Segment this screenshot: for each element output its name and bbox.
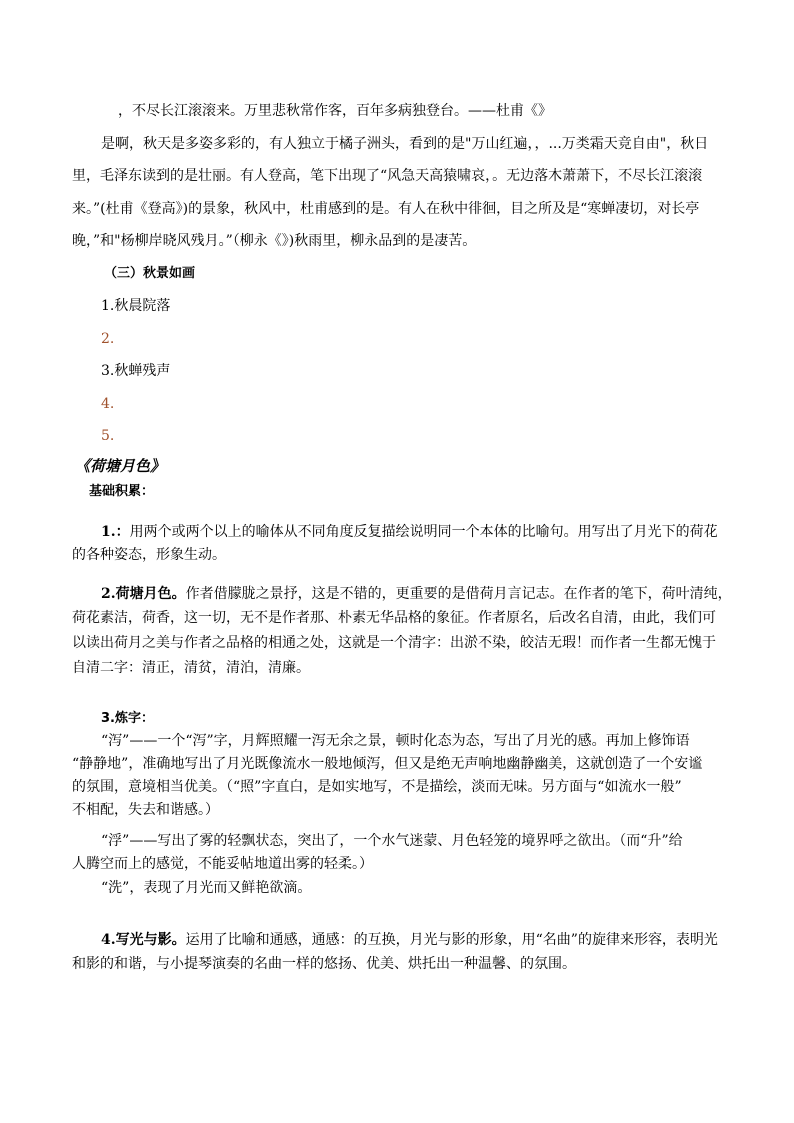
section-subtitle: 基础积累： <box>89 484 155 499</box>
list-item: 4. <box>101 396 115 412</box>
paragraph-line: 的氛围，意境相当优美。（“照”字直白，是如实地写，不是描绘，淡而无味。另方面与“如流水一般” <box>72 779 682 795</box>
paragraph-label: 1.： <box>101 524 130 540</box>
paragraph-line: 自清二字：清正，清贫，清泊，清廉。 <box>72 660 310 676</box>
paragraph-line: 以读出荷月之美与作者之品格的相通之处，这就是一个清字：出淤不染，皎洁无瑕！而作者一生都无愧于 <box>72 635 716 651</box>
paragraph-label: 4.写光与影。 <box>101 932 186 948</box>
sub-heading: （三）秋景如画 <box>104 266 196 281</box>
paragraph-line: “泻”——一个“泻”字，月辉照耀一泻无余之景，顿时化态为态，写出了月光的感。再加上修饰语 <box>101 733 690 749</box>
paragraph-line: 的各种姿态，形象生动。 <box>72 547 226 563</box>
paragraph-line: “静静地”，准确地写出了月光既像流水一般地倾泻，但又是绝无声响地幽静幽美，这就创造了一个安谧 <box>72 756 703 772</box>
paragraph-line: “浮”——写出了雾的轻飘状态，突出了，一个水气迷蒙、月色轻笼的境界呼之欲出。（而“升”给 <box>101 833 683 849</box>
paragraph-line: 1.：用两个或两个以上的喻体从不同角度反复描绘说明同一个本体的比喻句。用写出了月光下的荷花 <box>101 524 718 540</box>
list-item: 1.秋晨院落 <box>101 298 171 314</box>
paragraph-line: 是啊，秋天是多姿多彩的，有人独立于橘子洲头，看到的是"万山红遍，，...万类霜天竞自由"，秋日 <box>101 136 709 152</box>
section-title: 《荷塘月色》 <box>75 457 166 475</box>
paragraph-label: 3.炼字： <box>101 711 154 726</box>
paragraph-line: “洗”，表现了月光而又鲜艳欲滴。 <box>101 880 312 896</box>
paragraph-line: 4.写光与影。运用了比喻和通感，通感：的互换，月光与影的形象，用“名曲”的旋律来形容，表明光 <box>101 932 718 948</box>
list-item: 2. <box>101 331 115 347</box>
paragraph-line: 里，毛泽东读到的是壮丽。有人登高，笔下出现了“风急天高猿啸哀，。无边落木萧萧下，不尽长江滚滚 <box>72 168 703 184</box>
paragraph-line: 来。”(杜甫《登高》)的景象，秋风中，杜甫感到的是。有人在秋中徘徊，目之所及是“寒蝉凄切，对长亭 <box>72 201 700 217</box>
paragraph-line: 和影的和谐，与小提琴演奏的名曲一样的悠扬、优美、烘托出一种温馨、的氛围。 <box>72 956 576 972</box>
poem-line: ，不尽长江滚滚来。万里悲秋常作客，百年多病独登台。——杜甫《》 <box>118 103 552 119</box>
paragraph-line: 2.荷塘月色。作者借朦胧之景抒，这是不错的，更重要的是借荷月言记志。在作者的笔下，荷叶清纯， <box>101 586 732 602</box>
paragraph-line: 荷花素洁，荷香，这一切，无不是作者那、朴素无华品格的象征。作者原名，后改名自清，由此，我们可 <box>72 610 716 626</box>
paragraph-line: 不相配，失去和谐感。） <box>72 802 219 818</box>
list-item: 3.秋蝉残声 <box>101 363 171 379</box>
paragraph-line: 人腾空而上的感觉，不能妥帖地道出雾的轻柔。） <box>72 856 373 872</box>
paragraph-line: 晚，”和"杨柳岸晓风残月。”（柳永《》)秋雨里，柳永品到的是凄苦。 <box>72 233 477 249</box>
list-item: 5. <box>101 428 115 444</box>
paragraph-label: 2.荷塘月色。 <box>101 586 186 602</box>
